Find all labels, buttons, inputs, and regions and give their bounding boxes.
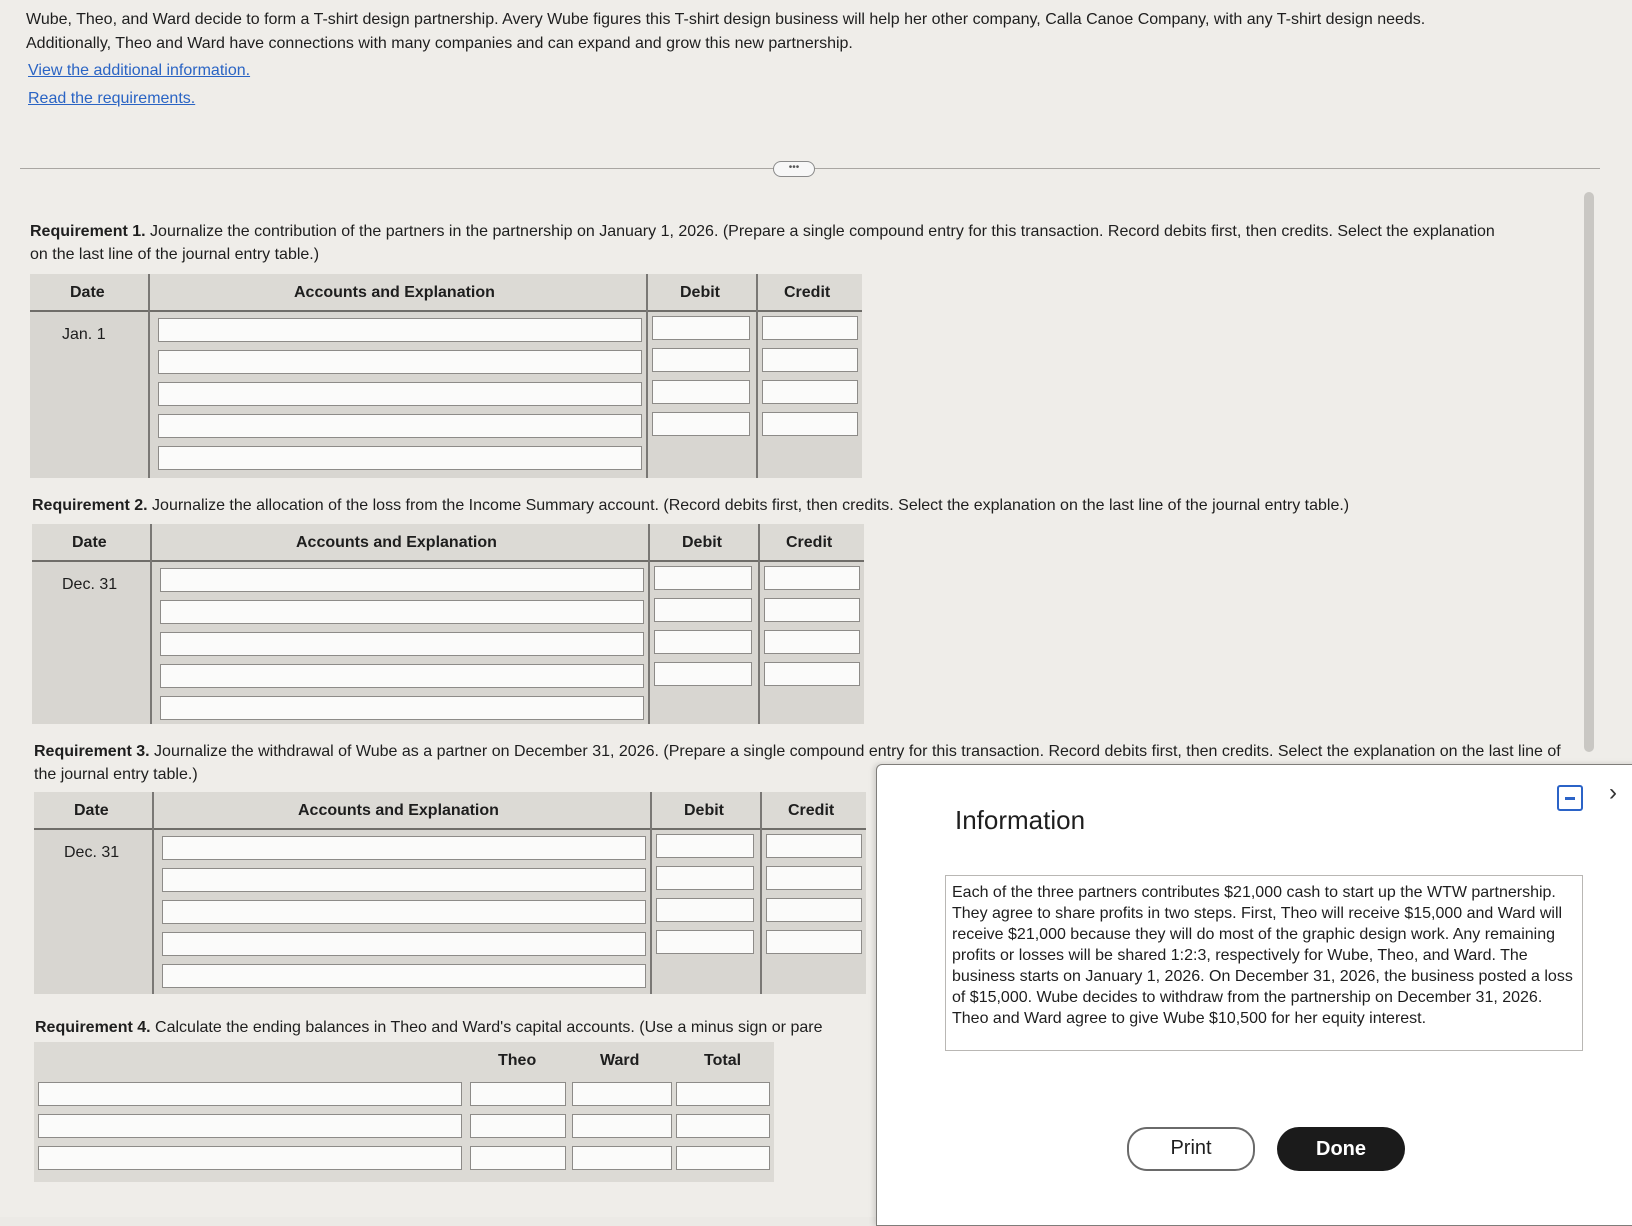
debit-input[interactable] [652,348,750,372]
total-amount-input[interactable] [676,1114,770,1138]
journal-table-2 [32,524,864,724]
credit-input[interactable] [762,412,858,436]
ward-amount-input[interactable] [572,1146,672,1170]
credit-input[interactable] [762,348,858,372]
header-total: Total [704,1052,742,1069]
information-dialog [876,764,1632,1226]
header-accounts: Accounts and Explanation [294,284,495,301]
credit-input[interactable] [764,662,860,686]
column-divider [150,524,152,724]
capital-balances-table [34,1042,774,1182]
theo-amount-input[interactable] [470,1146,566,1170]
explanation-input[interactable] [160,696,644,720]
column-divider [760,792,762,994]
credit-input[interactable] [766,930,862,954]
debit-input[interactable] [656,898,754,922]
problem-intro: Wube, Theo, and Ward decide to form a T-shirt design partnership. Avery Wube figures this T-shirt design business will help her other company, Calla Canoe Company, with any T-shirt design needs. Additionally, Theo and Ward have connections with many companies and can expand and grow this new partnership. [26,11,1426,52]
credit-input[interactable] [766,866,862,890]
requirement-2-text [32,494,1532,517]
debit-input[interactable] [656,834,754,858]
journal-header-3 [34,792,866,830]
column-divider [756,274,758,478]
expand-button[interactable]: ••• [773,161,815,177]
column-divider [650,792,652,994]
header-debit: Debit [684,802,724,819]
header-accounts: Accounts and Explanation [296,534,497,551]
credit-input[interactable] [766,898,862,922]
account-input[interactable] [158,350,642,374]
ward-amount-input[interactable] [572,1114,672,1138]
header-date: Date [74,802,109,819]
row-label-input[interactable] [38,1146,462,1170]
debit-input[interactable] [652,412,750,436]
debit-input[interactable] [654,566,752,590]
theo-amount-input[interactable] [470,1082,566,1106]
column-divider [646,274,648,478]
chevron-right-icon[interactable]: › [1609,779,1617,806]
minimize-button[interactable] [1557,785,1583,811]
account-input[interactable] [162,868,646,892]
theo-amount-input[interactable] [470,1114,566,1138]
debit-input[interactable] [652,316,750,340]
credit-input[interactable] [762,316,858,340]
account-input[interactable] [158,414,642,438]
account-input[interactable] [162,900,646,924]
account-input[interactable] [160,632,644,656]
credit-input[interactable] [764,566,860,590]
credit-input[interactable] [764,630,860,654]
account-input[interactable] [162,836,646,860]
header-date: Date [70,284,105,301]
header-ward: Ward [600,1052,640,1069]
entry-date: Dec. 31 [62,576,118,593]
journal-header-1 [30,274,862,312]
column-divider [152,792,154,994]
total-amount-input[interactable] [676,1082,770,1106]
debit-input[interactable] [652,380,750,404]
requirement-4-text [35,1016,885,1039]
minimize-icon [1565,797,1575,800]
header-theo: Theo [498,1052,537,1069]
total-amount-input[interactable] [676,1146,770,1170]
requirement-4-label: Requirement 4. [35,1019,151,1036]
header-credit: Credit [784,284,831,301]
requirement-1-label: Requirement 1. [30,223,146,240]
dialog-title: Information [955,805,1086,835]
requirement-4-instructions: Calculate the ending balances in Theo and Ward's capital accounts. (Use a minus sign or pare [150,1019,823,1036]
column-divider [758,524,760,724]
row-label-input[interactable] [38,1082,462,1106]
explanation-input[interactable] [158,446,642,470]
row-label-input[interactable] [38,1114,462,1138]
debit-input[interactable] [654,630,752,654]
header-debit: Debit [682,534,722,551]
column-divider [648,524,650,724]
credit-input[interactable] [766,834,862,858]
scrollbar[interactable] [1584,192,1594,752]
header-accounts: Accounts and Explanation [298,802,499,819]
journal-table-1 [30,274,862,478]
journal-table-3 [34,792,866,994]
debit-input[interactable] [656,930,754,954]
header-credit: Credit [788,802,835,819]
requirement-2-label: Requirement 2. [32,497,148,514]
account-input[interactable] [160,600,644,624]
account-input[interactable] [158,382,642,406]
header-date: Date [72,534,107,551]
ward-amount-input[interactable] [572,1082,672,1106]
account-input[interactable] [160,664,644,688]
credit-input[interactable] [762,380,858,404]
requirement-2-instructions: Journalize the allocation of the loss from the Income Summary account. (Record debits first, then credits. Select the explanation on the last line of the journal entry table.) [147,497,1350,514]
account-input[interactable] [160,568,644,592]
requirements-link[interactable]: Read the requirements. [28,90,196,107]
journal-header-2 [32,524,864,562]
additional-info-link[interactable]: View the additional information. [28,62,251,79]
requirement-1-instructions: Journalize the contribution of the partners in the partnership on January 1, 2026. (Prepare a single compound entry for this transaction. Record debits first, then credits. Select the explanation on the last line of the journal entry table.) [30,223,1495,263]
entry-date: Dec. 31 [64,844,120,861]
debit-input[interactable] [654,662,752,686]
done-button[interactable]: Done [1277,1127,1405,1171]
explanation-input[interactable] [162,964,646,988]
column-divider [148,274,150,478]
account-input[interactable] [162,932,646,956]
debit-input[interactable] [654,598,752,622]
requirement-3-instructions: Journalize the withdrawal of Wube as a partner on December 31, 2026. (Prepare a single compound entry for this transaction. Record debits first, then credits. Select the explanation on the last line of the journal entry table.) [34,743,1561,783]
credit-input[interactable] [764,598,860,622]
entry-date: Jan. 1 [62,326,106,343]
requirement-1-text [30,220,1500,266]
debit-input[interactable] [656,866,754,890]
information-text: Each of the three partners contributes $21,000 cash to start up the WTW partnership. They agree to share profits in two steps. First, Theo will receive $15,000 and Ward will receive $21,000 because they will do most of the graphic design work. Any remaining profits or losses will be shared 1:2:3, respectively for Wube, Theo, and Ward. The business starts on January 1, 2026. On December 31, 2026, the business posted a loss of $15,000. Wube decides to withdraw from the partnership on December 31, 2026. Theo and Ward agree to give Wube $10,500 for her equity interest. [945,875,1583,1051]
header-debit: Debit [680,284,720,301]
requirement-3-label: Requirement 3. [34,743,150,760]
account-input[interactable] [158,318,642,342]
header-credit: Credit [786,534,833,551]
print-button[interactable]: Print [1127,1127,1255,1171]
